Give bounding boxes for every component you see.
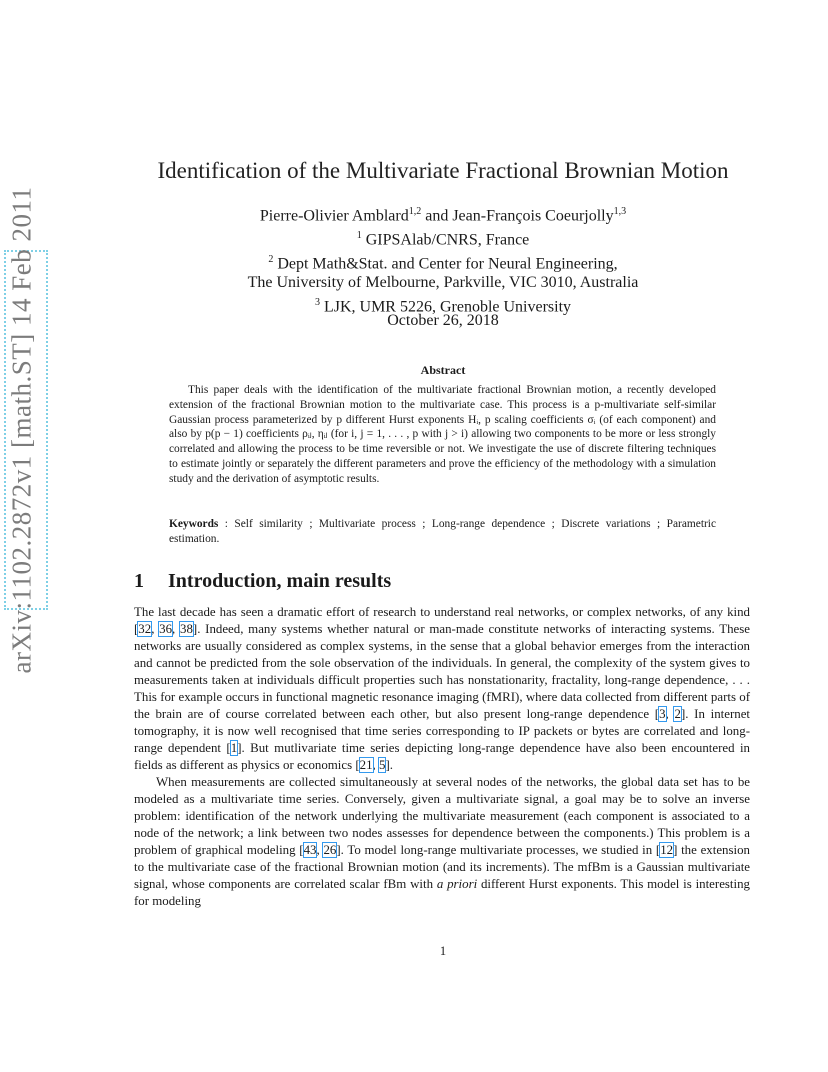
citation-link[interactable]: 12 <box>660 843 674 857</box>
citation-link[interactable]: 38 <box>180 622 193 636</box>
citation-link[interactable]: 3 <box>659 707 666 721</box>
author-line: Pierre-Olivier Amblard$^{1,2}$ and Jean-François Coeurjolly$^{1,3}$ <box>259 206 627 225</box>
arxiv-identifier[interactable]: arXiv:1102.2872v1 [math.ST] 14 Feb 2011 <box>6 186 37 674</box>
citation-link[interactable]: 36 <box>159 622 173 636</box>
author-block <box>0 202 828 317</box>
keywords <box>169 517 716 547</box>
affiliation-2-continued: The University of Melbourne, Parkville, VIC 3010, Australia <box>247 274 639 292</box>
affiliation-3: $^3$ LJK, UMR 5226, Grenoble University <box>314 296 572 316</box>
affiliation-2: $^2$ Dept Math&Stat. and Center for Neural Engineering, <box>268 253 618 272</box>
paragraph-2: When measurements are collected simultaneously at several nodes of the networks, the global data set has to be modeled as a multivariate time series. Conversely, given a multivariate signal, a goal may be to solve an inverse problem: identification of the network underlying the multivariate measurement (each component is associated to a node of the network; a link between two nodes assesses for dependence between the components.) This problem is a problem of graphical modeling [43, 26]. To model long-range multivariate processes, we studied in [12] the extension to the multivariate case of the fractional Brownian motion (and its increments). The mfBm is a Gaussian multivariate signal, whose components are correlated scalar fBm with a priori different Hurst exponents. This model is interesting for modeling <box>134 775 750 908</box>
paragraph-1: The last decade has seen a dramatic effort of research to understand real networks, or complex networks, of any kind [32, 36, 38]. Indeed, many systems whether natural or man-made constitute networks of interacting systems. These networks are usually considered as complex systems, in the sense that a global behavior emerges from the interaction and cannot be predicted from the sole observation of the individuals. In general, the complexity of the system gives to measurements taken at individuals difficult properties such has nonstationarity, fractality, long-range dependence, . . . This for example occurs in functional magnetic resonance imaging (fMRI), where data collected from different parts of the brain are of course correlated between each other, but also present long-range dependence [3, 2]. In internet tomography, it is now well recognised that time series corresponding to IP packets or bytes are correlated and long-range dependent [1]. But mutlivariate time series depicting long-range dependence have also been encountered in fields as different as physics or economics [21, 5]. <box>134 605 750 772</box>
citation-link[interactable]: 2 <box>674 707 681 721</box>
paper-title: Identification of the Multivariate Fractional Brownian Motion <box>157 158 729 183</box>
keywords-label: Keywords <box>169 518 219 530</box>
section-title: Introduction, main results <box>168 570 392 592</box>
page-number: 1 <box>439 944 447 958</box>
citation-link[interactable]: 5 <box>379 758 386 772</box>
affiliation-1: $^1$ GIPSAlab/CNRS, France <box>356 229 530 249</box>
section-body <box>134 604 750 910</box>
citation-link[interactable]: 43 <box>303 843 317 857</box>
citation-link[interactable]: 26 <box>323 843 337 857</box>
citation-link[interactable]: 1 <box>230 741 238 755</box>
keywords-text: : Self similarity ; Multivariate process ; Long-range dependence ; Discrete variations ; Parametric estimation. <box>169 518 716 545</box>
paper-date: October 26, 2018 <box>387 312 499 329</box>
citation-link[interactable]: 32 <box>138 622 152 636</box>
abstract-text: This paper deals with the identification of the multivariate fractional Brownian motion, a recently developed extension of the fractional Brownian motion to the multivariate case. This process is a p-multivariate self-similar Gaussian process parameterized by p different Hurst exponents Hᵢ, p scaling coefficients σᵢ (of each component) and also by p(p − 1) coefficients ρᵢⱼ, ηᵢⱼ (for i, j = 1, . . . , p with j > i) allowing two components to be more or less strongly correlated and allowing the process to be time reversible or not. We investigate the use of discrete filtering techniques to estimate jointly or separately the different parameters and prove the efficiency of the methodology with a simulation study and the derivation of asymptotic results. <box>169 384 716 485</box>
citation-link[interactable]: 21 <box>359 758 373 772</box>
section-number: 1 <box>134 570 144 592</box>
section-heading <box>134 570 734 593</box>
abstract-heading: Abstract <box>420 363 466 377</box>
